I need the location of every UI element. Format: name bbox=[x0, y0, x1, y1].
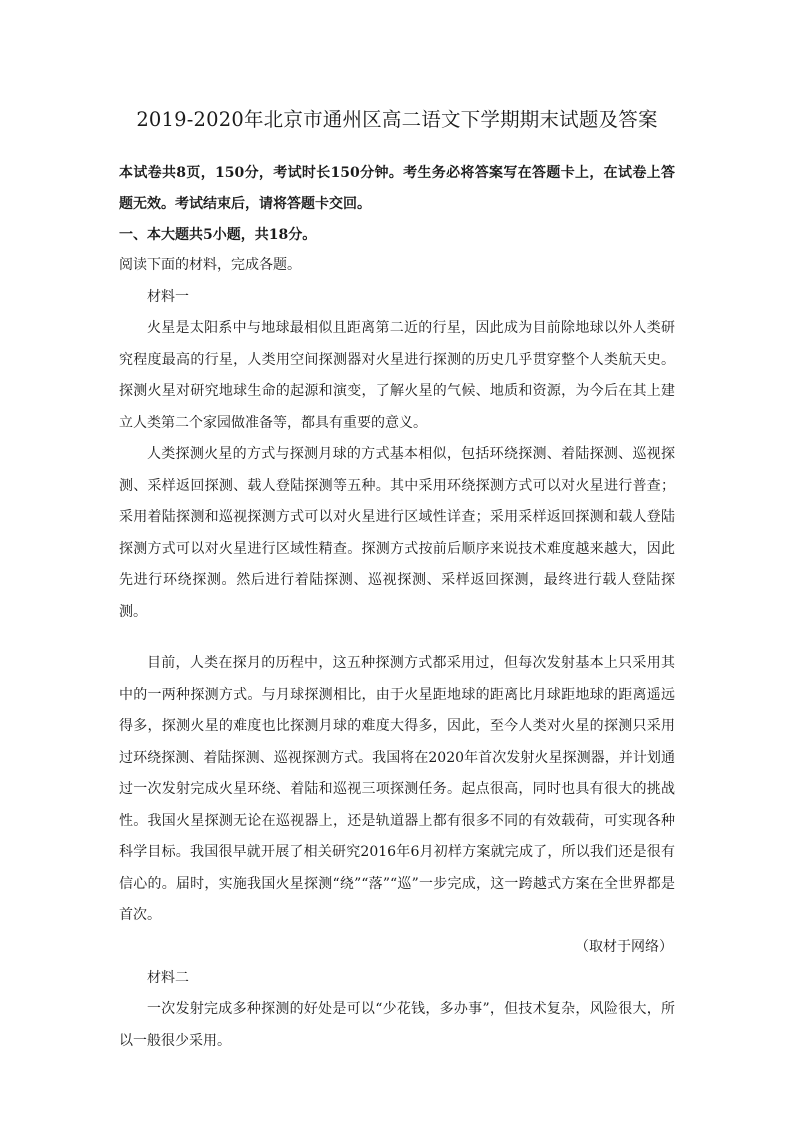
material-two-label: 材料二 bbox=[147, 969, 189, 986]
material-one-source: （取材于网络） bbox=[575, 938, 673, 955]
paragraph-gap bbox=[119, 628, 675, 648]
material-two-paragraph-1: 一次发射完成多种探测的好处是可以“少花钱，多办事”，但技术复杂，风险很大，所以一般很少采用。 bbox=[119, 1001, 675, 1049]
exam-notice: 本试卷共8页，150分，考试时长150分钟。考生务必将答案写在答题卡上，在试卷上答题无效。考试结束后，请将答题卡交回。 bbox=[119, 165, 675, 212]
material-one-paragraph-2: 人类探测火星的方式与探测月球的方式基本相似，包括环绕探测、着陆探测、巡视探测、采样返回探测、载人登陆探测等五种。其中采用环绕探测方式可以对火星进行普查；采用着陆探测和巡视探测方式可以对火星进行区域性详查；采用采样返回探测和载人登陆探测方式可以对火星进行区域性精查。探测方式按前后顺序来说技术难度越来越大，因此先进行环绕探测。然后进行着陆探测、巡视探测、采样返回探测，最终进行载人登陆探测。 bbox=[119, 446, 675, 620]
material-one-paragraph-1: 火星是太阳系中与地球最相似且距离第二近的行星，因此成为目前除地球以外人类研究程度最高的行星，人类用空间探测器对火星进行探测的历史几乎贯穿整个人类航天史。探测火星对研究地球生命的起源和演变，了解火星的气候、地质和资源，为今后在其上建立人类第二个家园做准备等，都具有重要的意义。 bbox=[119, 320, 675, 431]
document-title: 2019-2020年北京市通州区高二语文下学期期末试题及答案 bbox=[136, 108, 658, 131]
section-heading: 一、本大题共5小题，共18分。 bbox=[119, 227, 317, 243]
material-one-paragraph-3: 目前，人类在探月的历程中，这五种探测方式都采用过，但每次发射基本上只采用其中的一两种探测方式。与月球探测相比，由于火星距地球的距离比月球距地球的距离遥远得多，探测火星的难度也比探测月球的难度大得多，因此，至今人类对火星的探测只采用过环绕探测、着陆探测、巡视探测方式。我国将在2020年首次发射火星探测器，并计划通过一次发射完成火星环绕、着陆和巡视三项探测任务。起点很高，同时也具有很大的挑战性。我国火星探测无论在巡视器上，还是轨道器上都有很多不同的有效载荷，可实现各种科学目标。我国很早就开展了相关研究2016年6月初样方案就完成了，所以我们还是很有信心的。届时，实施我国火星探测“绕”“落”“巡”一步完成，这一跨越式方案在全世界都是首次。 bbox=[119, 655, 675, 923]
document-body bbox=[119, 104, 675, 1057]
material-one-label: 材料一 bbox=[147, 288, 189, 305]
instruction-text: 阅读下面的材料，完成各题。 bbox=[119, 257, 301, 273]
